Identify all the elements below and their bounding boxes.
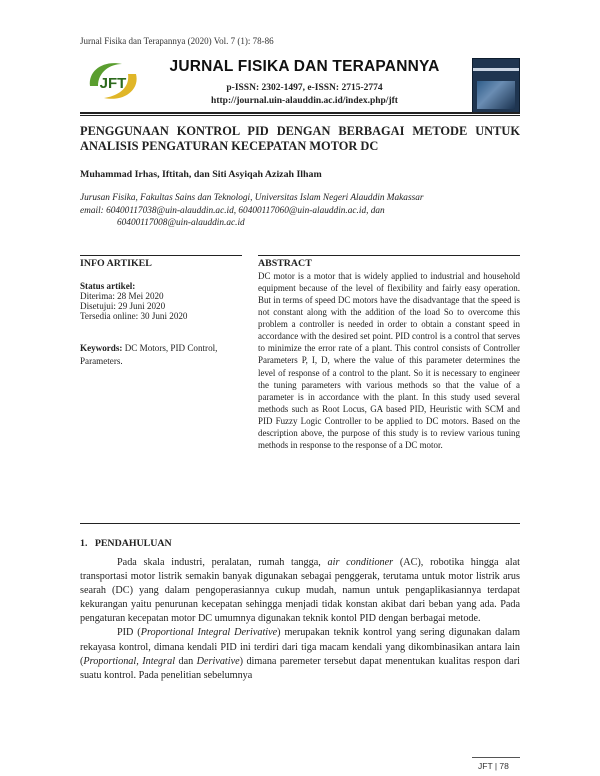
status-label: Status artikel: — [80, 281, 136, 291]
online-date: Tersedia online: 30 Juni 2020 — [80, 311, 188, 321]
accepted-date: Disetujui: 29 Juni 2020 — [80, 301, 166, 311]
abstract-heading: ABSTRACT — [258, 258, 312, 269]
received-date: Diterima: 28 Mei 2020 — [80, 291, 164, 301]
keywords-list: DC Motors, PID Control, Parameters. — [80, 343, 218, 366]
journal-reference: Jurnal Fisika dan Terapannya (2020) Vol. 7 (1): 78-86 — [80, 36, 274, 46]
section-heading: 1. PENDAHULUAN — [80, 538, 172, 549]
paragraph-1: Pada skala industri, peralatan, rumah tangga, air conditioner (AC), robotika hingga alat transportasi motor listrik semakin banyak digunakan sebagai penggerak, terutama untuk motor listrik arus searah (DC) yang dalam pengoperasiannya cukup mudah, namun untuk pengaplikasiannya terdapat kekurangan yaitu penurunan kecepatan sehingga menjadi tidak konstan akibat dari beban yang ada. Pada pengaturan kecepatan motor DC umumnya digunakan teknik kontol PID dengan berbagai metode. — [80, 557, 520, 625]
author-affiliation — [80, 192, 520, 230]
logo-text: JFT — [99, 75, 127, 92]
article-status-block — [80, 281, 187, 321]
info-heading: INFO ARTIKEL — [80, 258, 152, 269]
abstract-text: DC motor is a motor that is widely applied to industrial and household equipment because of the level of flexibility and fairly easy operation. But in terms of speed DC motors have the disadvantage that the speed is not constant along with the addition of the load So to overcome this problem a controller is needed in order to obtain a constant speed in accordance with the desired set point. PID control is a control that serves to minimize the error rate of a plant. This control consists of Controller Parameters P, I, D, where the value of this parameter determines the level of response of a control to the plant. So it is necessary to engineer the tuning parameters with various methods so that the value of a parameter is in accordance with the plant. In this study used several methods such as Root Locus, GA based PID, Heuristic with SCM and PID Fuzzy Logic Controller to be applied to DC motors. Based on the description above, the purpose of this study is to review various tuning methods in response to the response of a DC motor. — [258, 271, 520, 450]
info-top-rule — [80, 255, 242, 256]
page-footer: JFT | 78 — [478, 761, 509, 771]
body-text — [80, 556, 520, 683]
abstract-top-rule — [258, 255, 520, 256]
email-line-1: email: 60400117038@uin-alauddin.ac.id, 60400117060@uin-alauddin.ac.id, dan — [80, 205, 385, 216]
paragraph-2: PID (Proportional Integral Derivative) merupakan teknik kontrol yang sering digunakan dalam rekayasa kontrol, dimana kendali PID ini terdiri dari tiga macam kendali yang dikombinasikan antara lain (Proportional, Integral dan Derivative) dimana paremeter tersebut dapat menentukan kualitas respon dari suatu kontrol. Pada penelitian sebelumnya — [80, 627, 520, 681]
header-rule — [80, 112, 520, 114]
keywords-label: Keywords: — [80, 343, 123, 353]
abstract-bottom-rule — [80, 523, 520, 524]
journal-issn: p-ISSN: 2302-1497, e-ISSN: 2715-2774 — [226, 83, 383, 93]
article-title: PENGGUNAAN KONTROL PID DENGAN BERBAGAI METODE UNTUK ANALISIS PENGATURAN KECEPATAN MOTOR DC — [80, 124, 520, 153]
article-authors: Muhammad Irhas, Iftitah, dan Siti Asyiqah Azizah Ilham — [80, 169, 322, 180]
affiliation-text: Jurusan Fisika, Fakultas Sains dan Teknologi, Universitas Islam Negeri Alauddin Makassar — [80, 193, 424, 203]
journal-logo — [82, 56, 144, 104]
footer-rule — [472, 757, 520, 758]
keywords — [80, 342, 242, 367]
journal-cover-thumbnail — [472, 58, 520, 114]
journal-url[interactable]: http://journal.uin-alauddin.ac.id/index.php/jft — [211, 96, 398, 106]
header-rule-thin — [80, 115, 520, 116]
email-line-2: 60400117008@uin-alauddin.ac.id — [117, 218, 245, 229]
journal-name: JURNAL FISIKA DAN TERAPANNYA — [169, 58, 440, 75]
